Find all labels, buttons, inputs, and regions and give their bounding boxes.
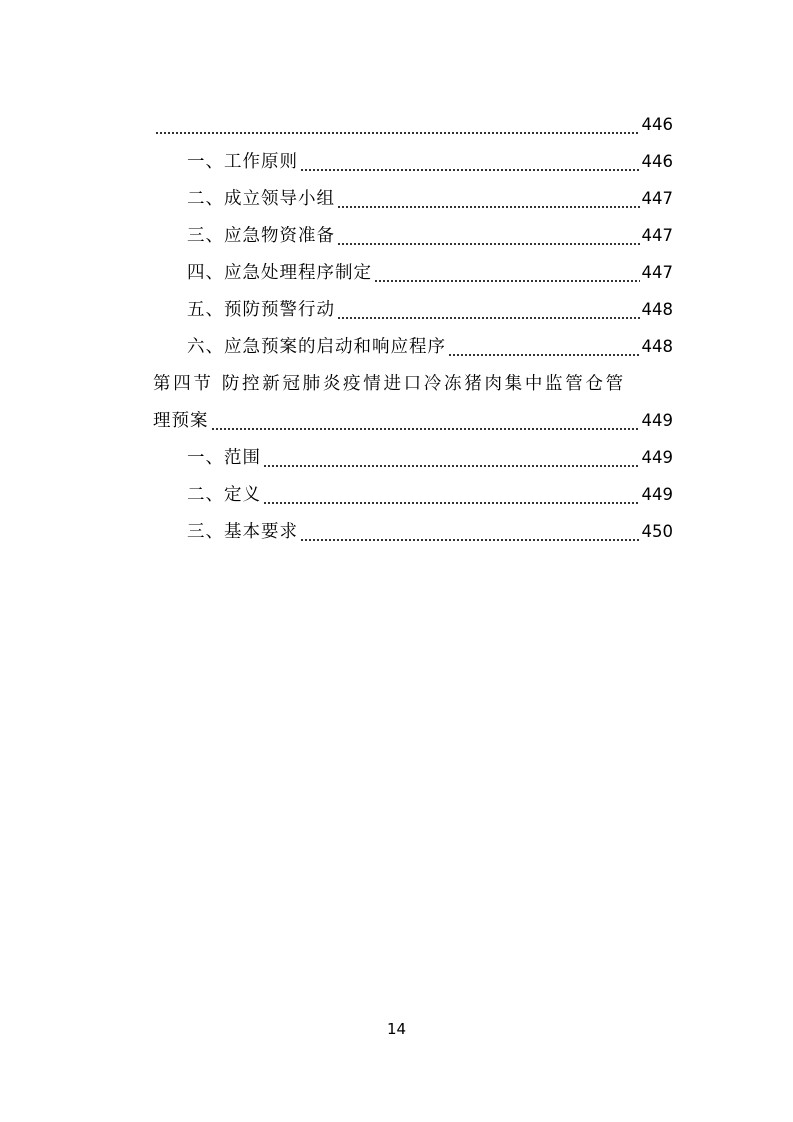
toc-entry-title: 一、范围 — [187, 448, 261, 468]
toc-leader-dots — [374, 262, 640, 284]
toc-entry-title: 一、工作原则 — [187, 152, 298, 172]
toc-section-heading[interactable] — [153, 361, 673, 398]
toc-leader-dots — [300, 521, 640, 543]
toc-entry-plan-activation[interactable] — [153, 324, 673, 361]
toc-entry-section-four[interactable] — [153, 398, 673, 435]
toc-entry-emergency-procedure[interactable] — [153, 250, 673, 287]
toc-section-title: 第四节 防控新冠肺炎疫情进口冷冻猪肉集中监管仓管 — [153, 374, 626, 394]
toc-entry-page: 446 — [641, 115, 673, 134]
toc-entry-continuation[interactable] — [153, 102, 673, 139]
toc-entry-page: 449 — [641, 485, 673, 504]
toc-entry-work-principles[interactable] — [153, 139, 673, 176]
toc-entry-page: 449 — [641, 448, 673, 467]
toc-leader-dots — [337, 299, 640, 321]
toc-entry-page: 450 — [641, 522, 673, 541]
toc-entry-page: 447 — [641, 263, 673, 282]
toc-entry-basic-requirements[interactable] — [153, 509, 673, 546]
toc-entry-definitions[interactable] — [153, 472, 673, 509]
toc-entry-page: 447 — [641, 189, 673, 208]
toc-entry-title: 二、成立领导小组 — [187, 189, 335, 209]
toc-entry-leadership-group[interactable] — [153, 176, 673, 213]
toc-entry-prevention-warning[interactable] — [153, 287, 673, 324]
toc-leader-dots — [211, 410, 640, 432]
toc-entry-title: 五、预防预警行动 — [187, 300, 335, 320]
toc-leader-dots — [448, 336, 640, 358]
toc-entry-emergency-supplies[interactable] — [153, 213, 673, 250]
toc-leader-dots — [263, 447, 640, 469]
toc-entry-page: 448 — [641, 300, 673, 319]
toc-entry-title: 六、应急预案的启动和响应程序 — [187, 337, 446, 357]
toc-entry-page: 446 — [641, 152, 673, 171]
page-number: 14 — [386, 1020, 407, 1038]
toc-entry-title: 三、应急物资准备 — [187, 226, 335, 246]
toc-leader-dots — [337, 225, 640, 247]
toc-leader-dots — [155, 114, 640, 136]
toc-entry-page: 448 — [641, 337, 673, 356]
toc-entry-page: 449 — [641, 411, 673, 430]
table-of-contents — [153, 102, 673, 546]
toc-entry-title: 理预案 — [153, 411, 209, 431]
toc-entry-title: 四、应急处理程序制定 — [187, 263, 372, 283]
toc-entry-page: 447 — [641, 226, 673, 245]
toc-entry-title: 二、定义 — [187, 485, 261, 505]
toc-leader-dots — [337, 188, 640, 210]
toc-leader-dots — [300, 151, 640, 173]
toc-leader-dots — [263, 484, 640, 506]
toc-entry-scope[interactable] — [153, 435, 673, 472]
toc-entry-title: 三、基本要求 — [187, 522, 298, 542]
